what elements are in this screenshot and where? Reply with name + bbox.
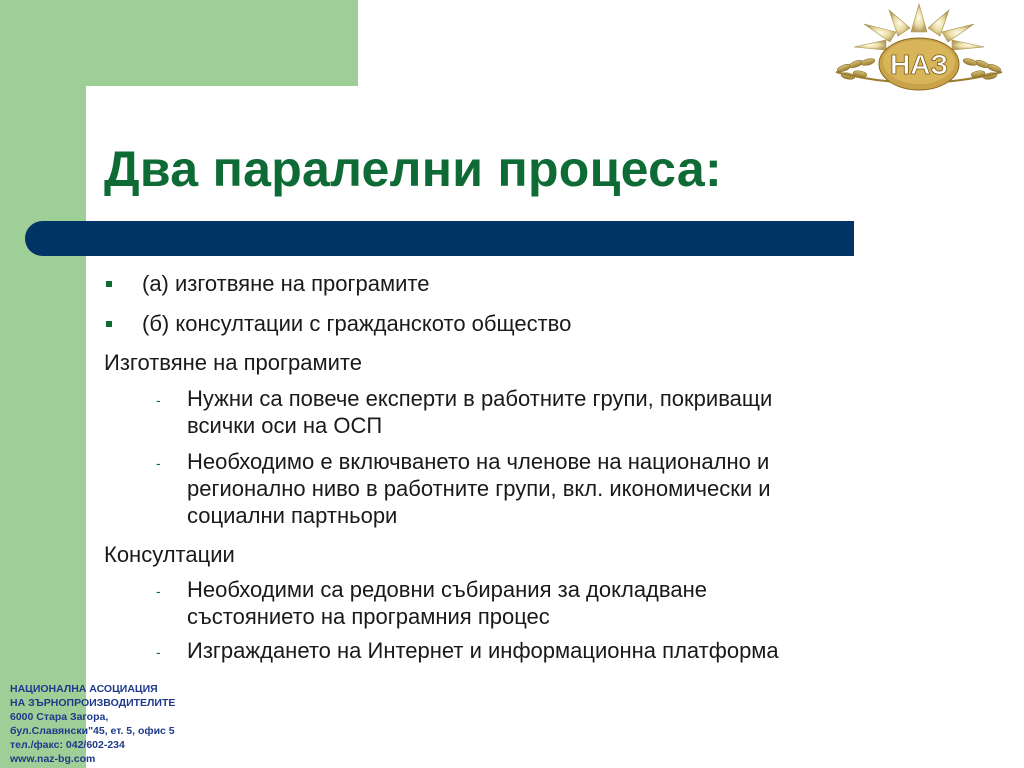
sub-item-line: Нужни са повече експерти в работните групи, покриващи — [187, 386, 773, 411]
dash-marker: - — [156, 455, 161, 471]
sub-item-line: Необходими са редовни събирания за докладване — [187, 577, 707, 602]
section-heading: Консултации — [104, 542, 235, 567]
footer-line: тел./факс: 042/602-234 — [10, 739, 125, 751]
logo-text: НАЗ — [890, 49, 948, 80]
footer-website: www.naz-bg.com — [10, 753, 96, 765]
dash-marker: - — [156, 392, 161, 408]
dash-marker: - — [156, 583, 161, 599]
bullet-marker — [106, 321, 112, 327]
sub-item-line: Изграждането на Интернет и информационна платформа — [187, 638, 779, 663]
footer-line: НАЦИОНАЛНА АСОЦИАЦИЯ — [10, 683, 158, 695]
sub-item-line: всички оси на ОСП — [187, 413, 383, 438]
bullet-marker — [106, 281, 112, 287]
sub-item-line: социални партньори — [187, 503, 398, 528]
footer-line: НА ЗЪРНОПРОИЗВОДИТЕЛИТЕ — [10, 697, 176, 709]
sub-item-line: състоянието на програмния процес — [187, 604, 550, 629]
footer-line: 6000 Стара Загора, — [10, 711, 109, 723]
section-heading: Изготвяне на програмите — [104, 350, 362, 375]
dash-marker: - — [156, 644, 161, 660]
slide-title: Два паралелни процеса: — [104, 141, 722, 197]
bullet-item: (а) изготвяне на програмите — [142, 271, 430, 296]
sub-item-line: регионално ниво в работните групи, вкл. икономически и — [187, 476, 771, 501]
sub-item-line: Необходимо е включването на членове на национално и — [187, 449, 770, 474]
organization-footer — [10, 682, 210, 766]
footer-line: бул.Славянски"45, ет. 5, офис 5 — [10, 725, 175, 737]
bullet-item: (б) консултации с гражданското общество — [142, 311, 572, 336]
